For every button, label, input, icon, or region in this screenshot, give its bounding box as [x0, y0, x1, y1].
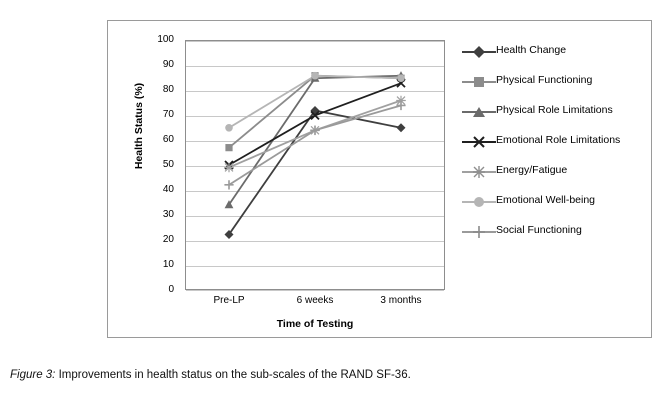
series-plot — [186, 41, 444, 289]
plus-marker-icon — [462, 225, 496, 239]
legend-item-emotional-well-being[interactable] — [462, 194, 642, 210]
y-tick-label: 70 — [162, 109, 174, 120]
legend-label: Energy/Fatigue — [496, 164, 568, 176]
legend-label: Physical Functioning — [496, 74, 593, 86]
legend-item-social-functioning[interactable] — [462, 224, 642, 240]
legend-label: Emotional Role Limitations — [496, 134, 621, 146]
gridline — [186, 290, 444, 291]
legend-item-health-change[interactable] — [462, 44, 642, 60]
y-axis-title: Health Status (%) — [133, 82, 145, 170]
star-marker-icon — [462, 165, 496, 179]
x-tick-label: 3 months — [380, 295, 422, 306]
plot-area — [185, 40, 445, 290]
caption-text: Improvements in health status on the sub-scales of the RAND SF-36. — [55, 369, 411, 381]
x-axis-title: Time of Testing — [276, 318, 354, 330]
figure-caption — [10, 368, 650, 383]
y-tick-label: 0 — [168, 284, 174, 295]
y-tick-label: 20 — [162, 234, 174, 245]
legend-label: Emotional Well-being — [496, 194, 596, 206]
y-tick-label: 40 — [162, 184, 174, 195]
legend-item-physical-functioning[interactable] — [462, 74, 642, 90]
y-tick-label: 10 — [162, 259, 174, 270]
x-tick-label: Pre-LP — [213, 295, 245, 306]
diamond-marker-icon — [462, 45, 496, 59]
cross-marker-icon — [462, 135, 496, 149]
triangle-marker-icon — [462, 105, 496, 119]
y-tick-label: 30 — [162, 209, 174, 220]
legend-item-energy-fatigue[interactable] — [462, 164, 642, 180]
caption-label: Figure 3: — [10, 369, 56, 381]
legend-label: Physical Role Limitations — [496, 104, 613, 116]
circle-marker-icon — [462, 195, 496, 209]
y-tick-label: 90 — [162, 59, 174, 70]
y-tick-label: 100 — [157, 34, 174, 45]
x-tick-label: 6 weeks — [296, 295, 334, 306]
legend-item-physical-role-limitations[interactable] — [462, 104, 642, 120]
y-tick-label: 60 — [162, 134, 174, 145]
legend-item-emotional-role-limitations[interactable] — [462, 134, 642, 150]
legend-label: Social Functioning — [496, 224, 582, 236]
chart-legend — [462, 44, 642, 254]
legend-label: Health Change — [496, 44, 567, 56]
y-tick-label: 80 — [162, 84, 174, 95]
square-marker-icon — [462, 75, 496, 89]
y-tick-label: 50 — [162, 159, 174, 170]
